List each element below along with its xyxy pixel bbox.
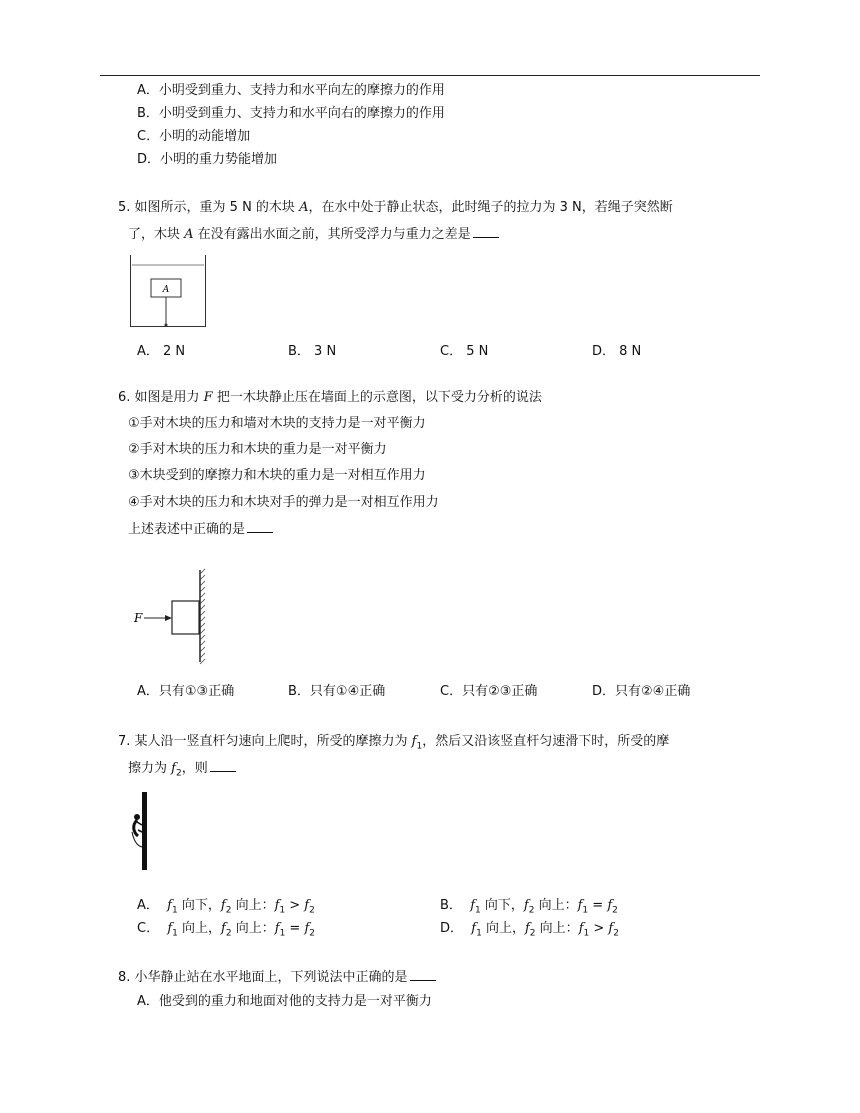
q6-figure-wall <box>130 566 220 666</box>
q5-stem-line1: 5. 如图所示，重为 5 N 的木块 A，在水中处于静止状态，此时绳子的拉力为 3 N，若绳子突然断 <box>118 200 673 215</box>
q6-statement-4: ④手对木块的压力和木块对手的弹力是一对相互作用力 <box>128 495 439 510</box>
svg-text:A: A <box>162 285 170 295</box>
q6-stem: 6. 如图是用力 F 把一木块静止压在墙面上的示意图，以下受力分析的说法 <box>118 390 542 405</box>
q4-option-d: D．小明的重力势能增加 <box>137 152 278 167</box>
var-f: F <box>203 390 213 405</box>
climber-head <box>134 814 140 820</box>
q4-option-b: B．小明受到重力、支持力和水平向右的摩擦力的作用 <box>137 106 445 121</box>
q6-conclusion: 上述表述中正确的是 <box>128 520 273 539</box>
q6-option-d: D．只有②④正确 <box>592 684 691 699</box>
q8-option-a: A．他受到的重力和地面对他的支持力是一对平衡力 <box>137 994 432 1009</box>
q7-figure-pole <box>126 792 156 872</box>
vertical-pole <box>142 792 147 870</box>
svg-text:F: F <box>134 611 143 625</box>
q5-option-d: D． 8 N <box>592 344 642 359</box>
var-a: A <box>299 200 309 215</box>
answer-blank <box>247 520 273 533</box>
q6-option-c: C．只有②③正确 <box>440 684 538 699</box>
q5-option-c: C． 5 N <box>440 344 489 359</box>
answer-blank <box>410 968 436 981</box>
q6-option-a: A．只有①③正确 <box>137 684 235 699</box>
q6-statement-1: ①手对木块的压力和墙对木块的支持力是一对平衡力 <box>128 416 426 431</box>
q7-option-c: C． $f_1$ 向上，$f_2$ 向上：$f_1 = f_2$ <box>137 921 316 939</box>
header-rule <box>100 75 760 76</box>
q7-option-d: D． $f_1$ 向上，$f_2$ 向上：$f_1 > f_2$ <box>440 921 619 939</box>
q8-stem: 8. 小华静止站在水平地面上，下列说法中正确的是 <box>118 968 436 987</box>
q7-stem-line1: 7. 某人沿一竖直杆匀速向上爬时，所受的摩擦力为 $f_1$，然后又沿该竖直杆匀速滑下时，所受的摩 <box>118 734 670 752</box>
q5-option-a: A． 2 N <box>137 344 186 359</box>
q5-stem-line2: 了，木块 A 在没有露出水面之前，其所受浮力与重力之差是 <box>128 225 499 244</box>
answer-blank <box>473 225 499 238</box>
q4-option-c: C．小明的动能增加 <box>137 129 251 144</box>
answer-blank <box>210 759 236 772</box>
q7-option-b: B． $f_1$ 向下，$f_2$ 向上：$f_1 = f_2$ <box>440 898 618 916</box>
q7-stem-line2: 擦力为 $f_2$，则 <box>128 759 236 783</box>
q6-statement-2: ②手对木块的压力和木块的重力是一对平衡力 <box>128 442 387 457</box>
wooden-block <box>172 601 199 634</box>
q6-option-b: B．只有①④正确 <box>288 684 386 699</box>
q5-figure-container <box>130 255 210 330</box>
q5-option-b: B． 3 N <box>288 344 337 359</box>
q7-option-a: A． $f_1$ 向下，$f_2$ 向上：$f_1 > f_2$ <box>137 898 315 916</box>
q6-statement-3: ③木块受到的摩擦力和木块的重力是一对相互作用力 <box>128 468 426 483</box>
q4-option-a: A．小明受到重力、支持力和水平向左的摩擦力的作用 <box>137 83 445 98</box>
